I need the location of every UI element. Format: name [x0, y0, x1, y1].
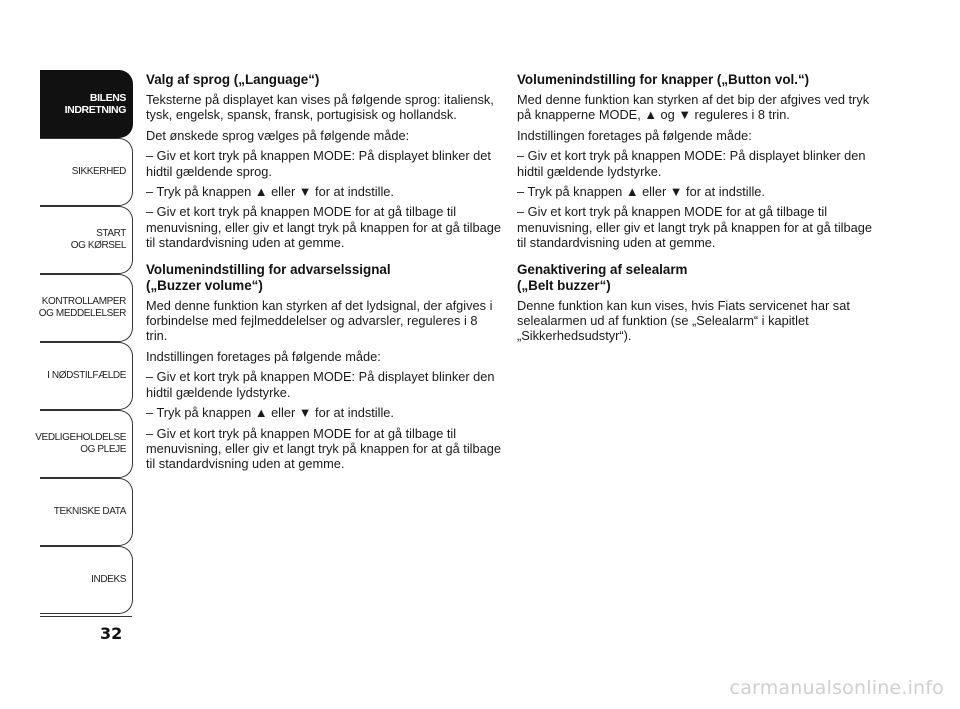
page-number: 32	[100, 624, 123, 643]
tab-label-line2: OG KØRSEL	[70, 240, 126, 251]
paragraph: – Giv et kort tryk på knappen MODE for at gå tilbage til menuvisning, eller giv et langt tryk på knappen for at gå tilbage til standardvisning uden at gemme.	[146, 204, 501, 251]
paragraph: – Giv et kort tryk på knappen MODE for at gå tilbage til menuvisning, eller giv et langt tryk på knappen for at gå tilbage til standardvisning uden at gemme.	[517, 204, 872, 251]
title-line: Volumenindstilling for advarselssignal	[146, 261, 391, 277]
paragraph: Indstillingen foretages på følgende måde:	[146, 348, 381, 364]
title-line: („Buzzer volume“)	[146, 277, 263, 293]
tab-label-line1: KONTROLLAMPER	[41, 296, 126, 307]
paragraph: – Tryk på knappen ▲ eller ▼ for at indstille.	[146, 405, 394, 421]
tab-label-line1: BILENS	[89, 92, 126, 104]
section-title-buzzer-volume	[146, 262, 501, 294]
tab-label-line1: I NØDSTILFÆLDE	[47, 370, 126, 381]
tab-label-line2: INDRETNING	[64, 104, 126, 116]
tab-label-line1: START	[96, 228, 126, 239]
paragraph: – Tryk på knappen ▲ eller ▼ for at indstille.	[146, 184, 394, 200]
section-title-button-volume: Volumenindstilling for knapper („Button vol.“)	[517, 72, 810, 87]
watermark: carmanualsonline.info	[729, 677, 944, 699]
section-title-belt-buzzer	[517, 262, 872, 294]
tab-label-line1: SIKKERHED	[71, 166, 126, 177]
paragraph: – Giv et kort tryk på knappen MODE: På displayet blinker den hidtil gældende lydstyrke.	[517, 148, 866, 179]
paragraph: Indstillingen foretages på følgende måde:	[517, 127, 752, 143]
tab-tekniske-data[interactable]	[40, 478, 133, 546]
paragraph: – Tryk på knappen ▲ eller ▼ for at indstille.	[517, 184, 765, 200]
title-line: („Belt buzzer“)	[517, 277, 611, 293]
section-title-language: Valg af sprog („Language“)	[146, 72, 320, 87]
tab-label-line1: TEKNISKE DATA	[53, 506, 126, 517]
paragraph: Med denne funktion kan styrken af det bip der afgives ved tryk på knapperne MODE, ▲ og ▼ reguleres i 8 trin.	[517, 92, 870, 123]
right-column	[517, 72, 872, 349]
tab-label-line1: INDEKS	[91, 574, 126, 585]
chapter-tabs	[35, 70, 135, 614]
tab-label-line1: VEDLIGEHOLDELSE	[35, 432, 126, 443]
tab-label-line2: OG MEDDELELSER	[38, 308, 126, 319]
tab-i-nodstilfaelde[interactable]	[40, 342, 133, 410]
paragraph: Det ønskede sprog vælges på følgende måde:	[146, 127, 410, 143]
tab-vedligeholdelse[interactable]	[35, 410, 133, 478]
tab-start-og-korsel[interactable]	[40, 206, 133, 274]
tab-label-line2: OG PLEJE	[80, 444, 126, 455]
tab-indeks[interactable]	[40, 546, 133, 614]
paragraph: – Giv et kort tryk på knappen MODE: På displayet blinker den hidtil gældende lydstyrke.	[146, 369, 495, 400]
paragraph: – Giv et kort tryk på knappen MODE for at gå tilbage til menuvisning, eller giv et langt tryk på knappen for at gå tilbage til standardvisning uden at gemme.	[146, 425, 501, 472]
paragraph: – Giv et kort tryk på knappen MODE: På displayet blinker det hidtil gældende sprog.	[146, 148, 491, 179]
paragraph: Med denne funktion kan styrken af det lydsignal, der afgives i forbindelse med fejlmeddelelser og advarsler, reguleres i 8 trin.	[146, 297, 493, 344]
tab-bilens-indretning[interactable]	[40, 70, 133, 138]
left-column	[146, 72, 501, 477]
tab-kontrollamper[interactable]	[40, 274, 133, 342]
paragraph: Denne funktion kan kun vises, hvis Fiats servicenet har sat selealarmen ud af funktion (se „Selealarm“ i kapitlet „Sikkerhedsudstyr“).	[517, 297, 850, 344]
title-line: Genaktivering af selealarm	[517, 261, 688, 277]
divider	[40, 616, 132, 617]
paragraph: Teksterne på displayet kan vises på følgende sprog: italiensk, tysk, engelsk, spansk, fransk, portugisisk og hollandsk.	[146, 92, 494, 123]
tab-sikkerhed[interactable]	[40, 138, 133, 206]
